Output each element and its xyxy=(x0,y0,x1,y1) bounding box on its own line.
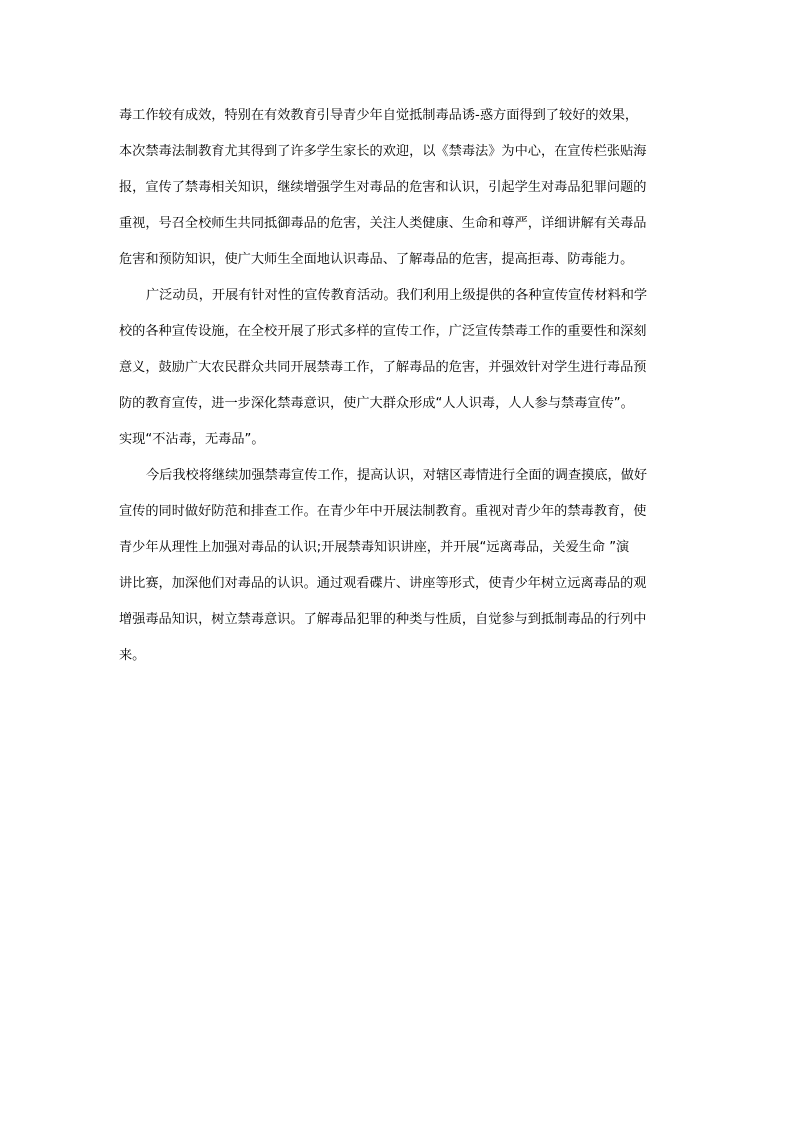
paragraph-line: 重视，号召全校师生共同抵御毒品的危害，关注人类健康、生命和尊严，详细讲解有关毒品 xyxy=(119,216,647,231)
paragraph-line: 讲比赛，加深他们对毒品的认识。通过观看碟片、讲座等形式，使青少年树立远离毒品的观 xyxy=(119,576,647,591)
paragraph-line: 宣传的同时做好防范和排查工作。在青少年中开展法制教育。重视对青少年的禁毒教育，使 xyxy=(119,504,647,519)
paragraph-line: 来。 xyxy=(119,648,146,663)
paragraph-line: 青少年从理性上加强对毒品的认识;开展禁毒知识讲座，并开展“远离毒品，关爱生命 ”演 xyxy=(119,540,630,555)
paragraph-line: 毒工作较有成效，特别在有效教育引导青少年自觉抵制毒品诱-惑方面得到了较好的效果， xyxy=(119,108,639,123)
paragraph-line: 意义，鼓励广大农民群众共同开展禁毒工作，了解毒品的危害，并强效针对学生进行毒品预 xyxy=(119,360,647,375)
paragraph-line: 报，宣传了禁毒相关知识，继续增强学生对毒品的危害和认识，引起学生对毒品犯罪问题的 xyxy=(119,180,647,195)
paragraph-line: 防的教育宣传，进一步深化禁毒意识，使广大群众形成“人人识毒，人人参与禁毒宣传”。 xyxy=(119,396,634,411)
paragraph-line: 今后我校将继续加强禁毒宣传工作，提高认识，对辖区毒情进行全面的调查摸底，做好 xyxy=(146,468,648,483)
paragraph-line: 本次禁毒法制教育尤其得到了许多学生家长的欢迎，以《禁毒法》为中心，在宣传栏张贴海 xyxy=(119,144,647,159)
paragraph-line: 广泛动员，开展有针对性的宣传教育活动。我们利用上级提供的各种宣传宣传材料和学 xyxy=(146,288,648,303)
paragraph-line: 危害和预防知识，使广大师生全面地认识毒品、了解毒品的危害，提高拒毒、防毒能力。 xyxy=(119,252,634,267)
paragraph-line: 实现“不沾毒，无毒品”。 xyxy=(119,432,265,447)
paragraph-line: 增强毒品知识，树立禁毒意识。了解毒品犯罪的种类与性质，自觉参与到抵制毒品的行列中 xyxy=(119,612,647,627)
paragraph-line: 校的各种宣传设施，在全校开展了形式多样的宣传工作，广泛宣传禁毒工作的重要性和深刻 xyxy=(119,324,647,339)
